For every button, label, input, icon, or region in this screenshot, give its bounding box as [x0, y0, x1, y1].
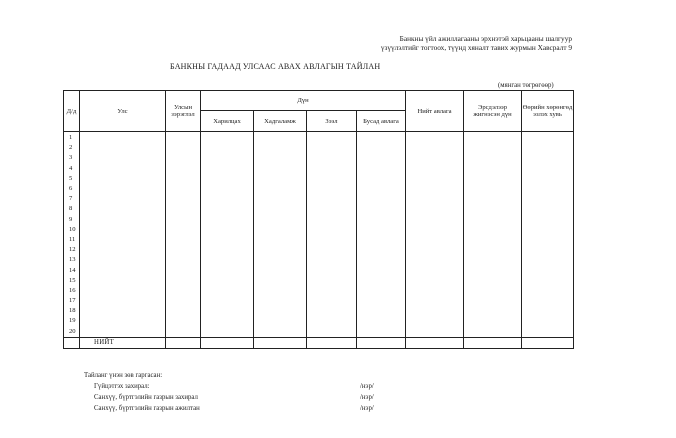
table-cell — [406, 235, 464, 245]
table-cell — [201, 265, 254, 275]
table-cell — [357, 255, 406, 265]
col-header-no: Д/д — [64, 91, 80, 132]
table-cell — [406, 143, 464, 153]
signer-role-finance-director: Санхүү, бүртгэлийн газрын захирал — [94, 394, 198, 401]
table-cell — [201, 296, 254, 306]
table-row — [64, 276, 574, 286]
total-cell — [464, 337, 522, 348]
table-cell — [307, 276, 357, 286]
table-cell — [254, 215, 307, 225]
table-row — [64, 245, 574, 255]
table-cell — [254, 225, 307, 235]
row-number: 12 — [64, 245, 80, 255]
table-cell — [166, 296, 201, 306]
table-cell — [254, 132, 307, 144]
table-cell — [254, 184, 307, 194]
table-cell — [254, 316, 307, 326]
table-cell — [464, 245, 522, 255]
col-header-total: Нийт авлага — [406, 91, 464, 132]
row-number: 2 — [64, 143, 80, 153]
table-cell — [166, 286, 201, 296]
table-cell — [166, 235, 201, 245]
table-cell — [80, 194, 166, 204]
table-cell — [80, 306, 166, 316]
report-title: БАНКНЫ ГАДААД УЛСААС АВАХ АВЛАГЫН ТАЙЛАН — [170, 62, 381, 71]
row-number: 10 — [64, 225, 80, 235]
table-cell — [357, 153, 406, 163]
table-cell — [406, 174, 464, 184]
table-cell — [464, 164, 522, 174]
table-cell — [522, 132, 574, 144]
table-cell — [406, 132, 464, 144]
table-cell — [254, 204, 307, 214]
signer-role-ceo: Гүйцэтгэх захирал: — [94, 383, 150, 390]
total-cell — [307, 337, 357, 348]
table-row — [64, 143, 574, 153]
total-row — [64, 337, 574, 348]
table-cell — [357, 316, 406, 326]
table-cell — [307, 153, 357, 163]
total-cell — [406, 337, 464, 348]
table-cell — [307, 265, 357, 275]
table-cell — [166, 306, 201, 316]
table-cell — [522, 255, 574, 265]
signer-role-finance-officer: Санхүү, бүртгэлийн газрын ажилтан — [94, 405, 200, 412]
table-cell — [307, 235, 357, 245]
table-cell — [406, 164, 464, 174]
table-cell — [254, 153, 307, 163]
total-cell — [254, 337, 307, 348]
table-cell — [80, 286, 166, 296]
table-cell — [201, 306, 254, 316]
table-row — [64, 265, 574, 275]
table-cell — [464, 204, 522, 214]
total-cell — [357, 337, 406, 348]
table-cell — [254, 194, 307, 204]
table-cell — [201, 327, 254, 338]
table-cell — [166, 174, 201, 184]
table-cell — [254, 296, 307, 306]
header-line-1: Банкны үйл ажиллагааны эрхнэтэй харьцааны шалгуур — [399, 34, 572, 43]
row-number: 1 — [64, 132, 80, 144]
table-cell — [80, 276, 166, 286]
table-cell — [357, 174, 406, 184]
table-cell — [357, 327, 406, 338]
table-cell — [80, 235, 166, 245]
table-cell — [357, 143, 406, 153]
table-cell — [201, 164, 254, 174]
table-cell — [254, 286, 307, 296]
table-cell — [307, 143, 357, 153]
table-cell — [80, 143, 166, 153]
table-cell — [80, 132, 166, 144]
table-cell — [406, 276, 464, 286]
table-cell — [406, 225, 464, 235]
table-cell — [307, 132, 357, 144]
row-number: 3 — [64, 153, 80, 163]
table-cell — [80, 174, 166, 184]
table-cell — [307, 296, 357, 306]
table-cell — [166, 204, 201, 214]
table-cell — [166, 143, 201, 153]
header-line-2: үзүүлэлтийг тогтоох, түүнд хяналт тавих журмын Хавсралт 9 — [380, 43, 572, 52]
table-cell — [201, 286, 254, 296]
table-cell — [254, 255, 307, 265]
table-cell — [80, 255, 166, 265]
col-header-amount-group: Дүн — [201, 91, 406, 111]
table-row — [64, 194, 574, 204]
table-cell — [201, 184, 254, 194]
table-cell — [80, 153, 166, 163]
table-row — [64, 174, 574, 184]
table-cell — [464, 306, 522, 316]
table-cell — [522, 164, 574, 174]
table-cell — [166, 194, 201, 204]
col-header-risk-weighted: Эрсдэлээр жигнэсэн дүн — [464, 91, 522, 132]
table-cell — [522, 143, 574, 153]
table-cell — [166, 225, 201, 235]
table-cell — [80, 245, 166, 255]
table-row — [64, 235, 574, 245]
table-cell — [307, 164, 357, 174]
row-number: 9 — [64, 215, 80, 225]
table-row — [64, 215, 574, 225]
table-cell — [201, 215, 254, 225]
table-row — [64, 204, 574, 214]
table-cell — [166, 255, 201, 265]
table-cell — [166, 276, 201, 286]
table-cell — [357, 164, 406, 174]
table-cell — [80, 265, 166, 275]
table-row — [64, 327, 574, 338]
table-row — [64, 296, 574, 306]
table-cell — [307, 245, 357, 255]
table-cell — [522, 204, 574, 214]
table-cell — [201, 245, 254, 255]
table-cell — [80, 225, 166, 235]
table-cell — [201, 143, 254, 153]
table-cell — [464, 296, 522, 306]
total-cell — [201, 337, 254, 348]
row-number: 4 — [64, 164, 80, 174]
table-cell — [357, 286, 406, 296]
table-cell — [201, 316, 254, 326]
row-number: 19 — [64, 316, 80, 326]
table-cell — [522, 316, 574, 326]
row-number: 8 — [64, 204, 80, 214]
table-cell — [464, 265, 522, 275]
table-cell — [201, 255, 254, 265]
table-cell — [357, 204, 406, 214]
table-cell — [406, 153, 464, 163]
table-cell — [522, 286, 574, 296]
row-number: 14 — [64, 265, 80, 275]
col-header-loan: Зээл — [307, 111, 357, 132]
table-cell — [406, 265, 464, 275]
table-cell — [307, 327, 357, 338]
table-cell — [307, 286, 357, 296]
table-cell — [522, 265, 574, 275]
table-cell — [464, 215, 522, 225]
table-cell — [357, 184, 406, 194]
table-cell — [254, 276, 307, 286]
table-cell — [80, 215, 166, 225]
row-number: 20 — [64, 327, 80, 338]
table-cell — [254, 245, 307, 255]
table-cell — [464, 184, 522, 194]
row-number: 5 — [64, 174, 80, 184]
table-cell — [254, 327, 307, 338]
table-cell — [307, 184, 357, 194]
table-cell — [80, 296, 166, 306]
table-cell — [406, 286, 464, 296]
table-cell — [254, 174, 307, 184]
table-cell — [406, 245, 464, 255]
table-cell — [201, 132, 254, 144]
table-cell — [307, 255, 357, 265]
table-row — [64, 255, 574, 265]
table-cell — [254, 143, 307, 153]
table-cell — [357, 235, 406, 245]
table-cell — [464, 194, 522, 204]
row-number: 11 — [64, 235, 80, 245]
table-row — [64, 286, 574, 296]
table-cell — [406, 215, 464, 225]
table-cell — [80, 327, 166, 338]
table-cell — [522, 327, 574, 338]
table-cell — [357, 194, 406, 204]
table-cell — [406, 255, 464, 265]
table-cell — [406, 327, 464, 338]
table-cell — [406, 306, 464, 316]
table-cell — [522, 174, 574, 184]
table-cell — [307, 174, 357, 184]
table-cell — [80, 316, 166, 326]
signer-name-ceo: /нэр/ — [360, 383, 374, 390]
table-cell — [522, 235, 574, 245]
table-cell — [522, 245, 574, 255]
table-cell — [522, 184, 574, 194]
table-cell — [80, 164, 166, 174]
table-row — [64, 184, 574, 194]
col-header-current: Харилцах — [201, 111, 254, 132]
col-header-deposit: Хадгаламж — [254, 111, 307, 132]
table-cell — [166, 316, 201, 326]
row-number: 17 — [64, 296, 80, 306]
row-number: 18 — [64, 306, 80, 316]
table-cell — [357, 296, 406, 306]
table-cell — [357, 306, 406, 316]
signer-name-finance-director: /нэр/ — [360, 394, 374, 401]
table-cell — [522, 225, 574, 235]
table-cell — [166, 327, 201, 338]
table-cell — [464, 286, 522, 296]
table-cell — [307, 194, 357, 204]
table-cell — [464, 225, 522, 235]
table-cell — [464, 153, 522, 163]
table-cell — [254, 306, 307, 316]
table-cell — [201, 204, 254, 214]
table-cell — [201, 235, 254, 245]
table-cell — [201, 194, 254, 204]
table-cell — [201, 276, 254, 286]
total-cell — [522, 337, 574, 348]
col-header-country: Улс — [80, 91, 166, 132]
table-cell — [464, 174, 522, 184]
signer-name-finance-officer: /нэр/ — [360, 405, 374, 412]
table-cell — [406, 184, 464, 194]
table-row — [64, 132, 574, 144]
col-header-equity-share: Өөрийн хөрөнгөд эзлэх хувь — [522, 91, 574, 132]
table-cell — [357, 225, 406, 235]
row-number: 7 — [64, 194, 80, 204]
unit-note: (мянган төгрөгөөр) — [498, 82, 554, 89]
prepared-by-label: Тайланг үнэн зөв гаргасан: — [84, 372, 163, 379]
table-cell — [201, 225, 254, 235]
table-cell — [166, 265, 201, 275]
table-cell — [522, 296, 574, 306]
table-cell — [522, 276, 574, 286]
table-cell — [464, 143, 522, 153]
table-cell — [166, 164, 201, 174]
table-cell — [80, 204, 166, 214]
table-cell — [357, 265, 406, 275]
total-cell — [64, 337, 80, 348]
row-number: 6 — [64, 184, 80, 194]
table-cell — [357, 132, 406, 144]
report-table — [63, 90, 574, 349]
table-cell — [80, 184, 166, 194]
table-cell — [464, 327, 522, 338]
table-row — [64, 225, 574, 235]
table-cell — [201, 153, 254, 163]
table-cell — [464, 132, 522, 144]
table-cell — [406, 204, 464, 214]
table-cell — [307, 306, 357, 316]
table-cell — [307, 204, 357, 214]
table-cell — [254, 265, 307, 275]
table-cell — [307, 225, 357, 235]
table-cell — [201, 174, 254, 184]
col-header-other: Бусад авлага — [357, 111, 406, 132]
table-cell — [166, 132, 201, 144]
table-row — [64, 316, 574, 326]
table-row — [64, 306, 574, 316]
table-row — [64, 164, 574, 174]
table-row — [64, 153, 574, 163]
table-cell — [357, 215, 406, 225]
table-cell — [464, 276, 522, 286]
row-number: 15 — [64, 276, 80, 286]
table-cell — [522, 194, 574, 204]
total-label: НИЙТ — [80, 337, 166, 348]
table-cell — [406, 194, 464, 204]
table-cell — [357, 276, 406, 286]
table-cell — [406, 316, 464, 326]
table-cell — [464, 235, 522, 245]
table-cell — [166, 184, 201, 194]
row-number: 13 — [64, 255, 80, 265]
table-cell — [464, 316, 522, 326]
table-cell — [166, 245, 201, 255]
table-cell — [522, 306, 574, 316]
table-cell — [406, 296, 464, 306]
col-header-rating: Улсын зэрэглэл — [166, 91, 201, 132]
table-cell — [254, 235, 307, 245]
table-cell — [357, 245, 406, 255]
table-cell — [307, 316, 357, 326]
row-number: 16 — [64, 286, 80, 296]
table-cell — [307, 215, 357, 225]
table-cell — [464, 255, 522, 265]
table-cell — [522, 215, 574, 225]
table-cell — [254, 164, 307, 174]
table-cell — [166, 215, 201, 225]
table-cell — [166, 153, 201, 163]
total-cell — [166, 337, 201, 348]
table-cell — [522, 153, 574, 163]
